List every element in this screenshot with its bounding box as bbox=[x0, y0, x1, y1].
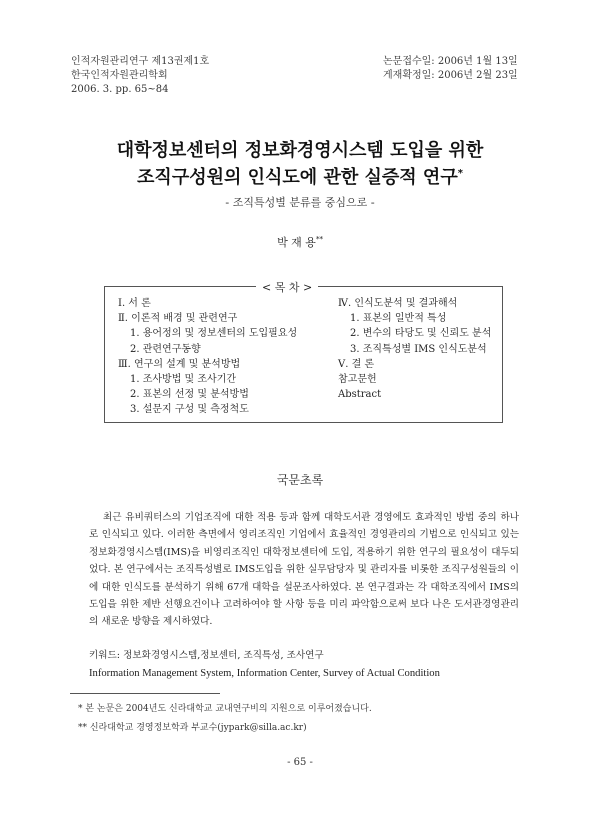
keywords bbox=[89, 647, 440, 683]
toc-item: Ⅳ. 인식도분석 및 결과해석 bbox=[338, 298, 458, 309]
toc-item: 참고문헌 bbox=[338, 374, 377, 386]
submission-dates bbox=[383, 55, 518, 83]
toc-right-column bbox=[338, 296, 491, 402]
keywords-korean: 키워드: 정보화경영시스템,정보센터, 조직특성, 조사연구 bbox=[89, 650, 324, 661]
toc-item: 3. 설문지 구성 및 측정척도 bbox=[130, 404, 249, 416]
footnote-divider bbox=[70, 693, 220, 694]
paper-title-line1: 대학정보센터의 정보화경영시스템 도입을 위한 bbox=[116, 140, 484, 161]
footnote-funding: * 본 논문은 2004년도 신라대학교 교내연구비의 지원으로 이루어졌습니다. bbox=[78, 704, 372, 714]
toc-item: 2. 관련연구동향 bbox=[130, 343, 201, 355]
toc-item: Ⅱ. 이론적 배경 및 관련연구 bbox=[118, 313, 238, 325]
toc-item: 1. 표본의 일반적 특성 bbox=[350, 313, 447, 325]
received-date: 논문접수일: 2006년 1월 13일 bbox=[383, 56, 518, 67]
toc-left-column bbox=[118, 296, 297, 418]
author-name: 박 재 용 bbox=[277, 236, 316, 249]
paper-title-line2-text: 조직구성원의 인식도에 관한 실증적 연구 bbox=[137, 167, 458, 188]
author bbox=[0, 234, 600, 250]
society-name: 한국인적자원관리학회 bbox=[71, 70, 168, 81]
toc-item: 1. 조사방법 및 조사기간 bbox=[130, 374, 237, 386]
toc-item: Ⅰ. 서 론 bbox=[118, 298, 151, 309]
issue-pages: 2006. 3. pp. 65~84 bbox=[71, 84, 169, 95]
abstract-body: 최근 유비쿼터스의 기업조직에 대한 적용 등과 함께 대학도서관 경영에도 효과적인 방법 중의 하나로 인식되고 있다. 이러한 측면에서 영리조직인 기업에서 효율적인 경영관리의 기법으로 인식되고 있는 정보화경영시스템(IMS)을 비영리조직인 대학정보센터에 도입, 적용하기 위한 연구의 필요성이 대두되었다. 본 연구에서는 조직특성별로 IMS도입을 위한 실무담당자 및 관리자를 비롯한 조직구성원들의 이에 대한 인식도를 분석하기 위해 67개 대학을 설문조사하였다. 본 연구결과는 각 대학조직에서 IMS의 도입을 위한 제반 선행요건이나 고려하여야 할 사항 등을 미리 파악함으로써 보다 나은 도서관경영관리의 새로운 방향을 제시하였다. bbox=[89, 512, 519, 628]
paper-subtitle: - 조직특성별 분류를 중심으로 - bbox=[225, 196, 375, 209]
toc-item: Ⅴ. 결 론 bbox=[338, 358, 375, 370]
footnote-author: ** 신라대학교 경영정보학과 부교수(jypark@silla.ac.kr) bbox=[78, 723, 307, 733]
author-footnote-mark: ** bbox=[315, 235, 323, 244]
journal-info bbox=[71, 55, 209, 97]
page-number: - 65 - bbox=[287, 757, 313, 768]
toc-item: 2. 변수의 타당도 및 신뢰도 분석 bbox=[350, 328, 492, 340]
keywords-english: Information Management System, Information Center, Survey of Actual Condition bbox=[89, 668, 440, 679]
paper-title-line2 bbox=[0, 163, 600, 189]
accepted-date: 게재확정일: 2006년 2월 23일 bbox=[383, 70, 518, 81]
toc-item: Abstract bbox=[338, 389, 382, 401]
abstract-heading: 국문초록 bbox=[276, 473, 324, 487]
toc-item: 2. 표본의 선정 및 분석방법 bbox=[130, 389, 249, 401]
toc-item: 3. 조직특성별 IMS 인식도분석 bbox=[350, 343, 487, 355]
toc-item: 1. 용어정의 및 정보센터의 도입필요성 bbox=[130, 328, 298, 340]
journal-name: 인적자원관리연구 제13권제1호 bbox=[71, 56, 210, 67]
toc-item: Ⅲ. 연구의 설계 및 분석방법 bbox=[118, 358, 241, 370]
title-footnote-mark: * bbox=[457, 168, 463, 179]
toc-heading: < 목 차 > bbox=[256, 279, 318, 295]
